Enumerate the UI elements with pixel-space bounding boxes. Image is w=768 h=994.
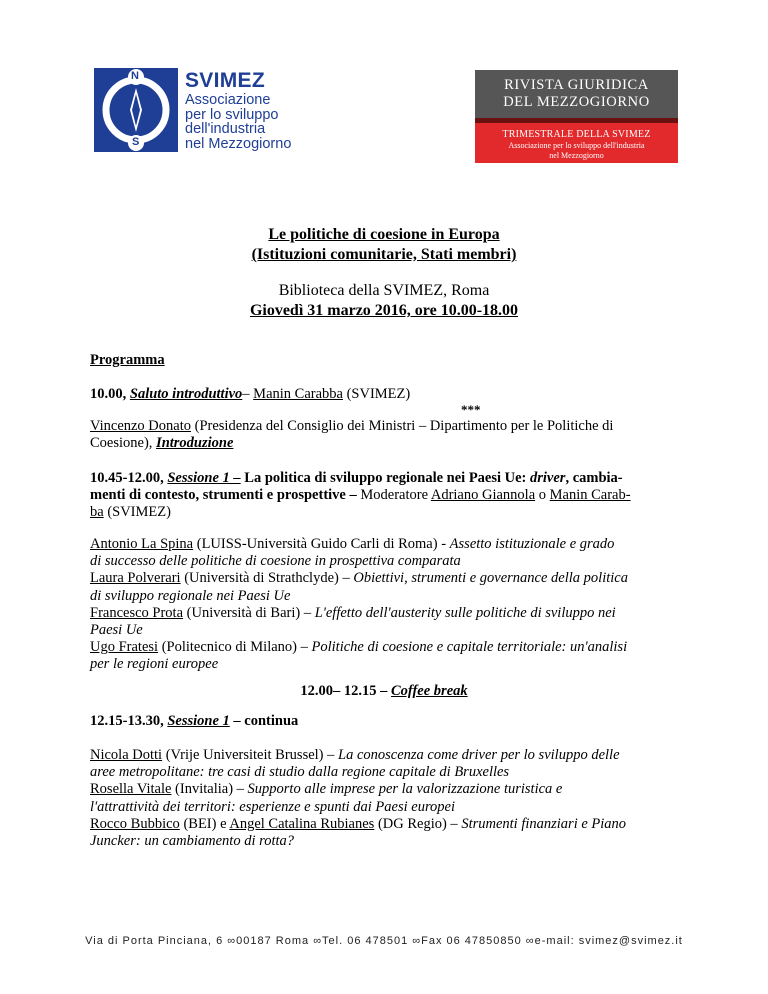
session1-continued-header [90,713,690,730]
speaker-affiliation: (BEI) e [179,815,230,832]
talk-title: aree metropolitane: tre casi di studio dalla regione capitale di Bruxelles [90,764,510,781]
moderator-name: Manin Carab- [549,487,631,504]
rivista-title-line2: DEL MEZZOGIORNO [503,93,650,110]
opening-dash: – [242,386,254,402]
session-suffix: – continua [229,713,299,729]
moderator-name: Adriano Giannola [430,487,536,504]
talk-title: Politiche di coesione e capitale territoriale: un'analisi [311,639,628,656]
talk-title: Juncker: un cambiamento di rotta? [90,833,295,850]
speaker-name: Nicola Dotti [90,747,163,763]
coffee-time: 12.00– 12.15 – [300,683,391,699]
talk-title: Obiettivi, strumenti e governance della politica [353,570,628,587]
talk-title: Strumenti finanziari e Piano [461,815,627,832]
rivista-tagline-line1: Associazione per lo sviluppo dell'industria [508,141,645,150]
event-title-line2: (Istituzioni comunitarie, Stati membri) [251,246,517,263]
talk-title: L'effetto dell'austerity sulle politiche di sviluppo nei [314,604,616,621]
intro-title: Introduzione [156,435,234,452]
session-time: 12.15-13.30, [90,713,168,729]
separator-stars: *** [461,402,481,417]
talk-title: di successo delle politiche di coesione in prospettiva comparata [90,553,461,570]
session-label: Sessione 1 [167,713,230,729]
rivista-title-line1: RIVISTA GIURIDICA [504,77,649,93]
svimez-subtitle [185,93,291,151]
rivista-logo [475,70,678,163]
talk-title: di sviluppo regionale nei Paesi Ue [90,587,291,604]
speaker-affiliation: (DG Regio) – [374,815,462,832]
programma-heading [90,352,690,369]
speaker-affiliation: (Invitalia) – [171,781,248,798]
speaker-name: Angel Catalina Rubianes [229,815,375,832]
session-title: menti di contesto, strumenti e prospettive – [90,487,361,504]
session-label: Sessione 1 – [167,470,241,486]
session1-talks [90,536,690,674]
moderator-name: ba [90,504,104,521]
talk-title: l'attrattività dei territori: esperienze e spunti dai Paesi europei [90,798,456,815]
compass-letter-s: S [132,136,140,148]
opening-item [90,386,690,403]
opening-time: 10.00, [90,386,130,402]
rivista-tagline-line2: nel Mezzogiorno [549,151,604,160]
compass-icon [94,68,178,152]
speaker-affiliation: (SVIMEZ) [342,386,411,402]
speaker-name: Laura Polverari [90,570,181,587]
coffee-label: Coffee break [390,683,468,699]
session-title: La politica di sviluppo regionale nei Paesi Ue: [240,470,531,486]
programma-heading-text: Programma [90,352,165,368]
moderator-affiliation: (SVIMEZ) [103,504,171,521]
svimez-brand-name: SVIMEZ [185,69,265,92]
session-time: 10.45-12.00, [90,470,168,486]
coffee-break [0,683,768,700]
speaker-affiliation: Coesione), [90,435,157,452]
speaker-name: Rosella Vitale [90,781,172,798]
rivista-title-block [475,70,678,118]
svimez-subtitle-line: nel Mezzogiorno [185,135,292,152]
rivista-subtitle-block [475,123,678,163]
compass-letter-n: N [131,70,139,82]
svimez-subtitle-line: dell'industria [185,121,266,138]
speaker-affiliation: (Università di Bari) – [183,604,315,621]
talk-title: Assetto istituzionale e grado [449,536,615,552]
session-title-driver: driver [530,470,566,486]
svimez-logo [94,68,294,152]
session1-continued-talks [90,747,690,850]
speaker-affiliation: (Presidenza del Consiglio dei Ministri – Dipartimento per le Politiche di [191,418,614,434]
event-date: Giovedì 31 marzo 2016, ore 10.00-18.00 [249,302,519,319]
moderator-prefix: Moderatore [360,487,431,504]
intro-item [90,418,690,452]
speaker-affiliation: (LUISS-Università Guido Carli di Roma) [193,536,442,552]
footer-contact: Via di Porta Pinciana, 6 ∞00187 Roma ∞Tel. 06 478501 ∞Fax 06 47850850 ∞e-mail: svimez@svimez.it [85,935,683,947]
talk-title: La conoscenza come driver per lo sviluppo delle [338,747,620,763]
svimez-subtitle-line: per lo sviluppo [185,106,279,123]
event-venue: Biblioteca della SVIMEZ, Roma [278,282,490,299]
opening-title: Saluto introduttivo [129,386,243,402]
session1-header [90,470,690,522]
speaker-name: Rocco Bubbico [90,815,180,832]
speaker-name: Manin Carabba [253,386,343,402]
svimez-subtitle-line: Associazione [185,92,271,108]
speaker-affiliation: (Politecnico di Milano) – [158,639,312,656]
session-title: , cambia- [565,470,623,486]
speaker-name: Francesco Prota [90,604,184,621]
rivista-subtitle: TRIMESTRALE DELLA SVIMEZ [502,129,651,140]
speaker-name: Vincenzo Donato [90,418,191,434]
event-title-line1: Le politiche di coesione in Europa [268,226,500,243]
speaker-affiliation: (Università di Strathclyde) – [180,570,354,587]
speaker-affiliation: (Vrije Universiteit Brussel) – [162,747,339,763]
talk-title: per le regioni europee [90,656,219,673]
moderator-or: o [535,487,550,504]
talk-title: Supporto alle imprese per la valorizzazione turistica e [247,781,563,798]
speaker-name: Ugo Fratesi [90,639,159,656]
talk-title: Paesi Ue [90,622,143,639]
speaker-name: Antonio La Spina [90,536,194,552]
talk-dash: - [441,536,450,552]
